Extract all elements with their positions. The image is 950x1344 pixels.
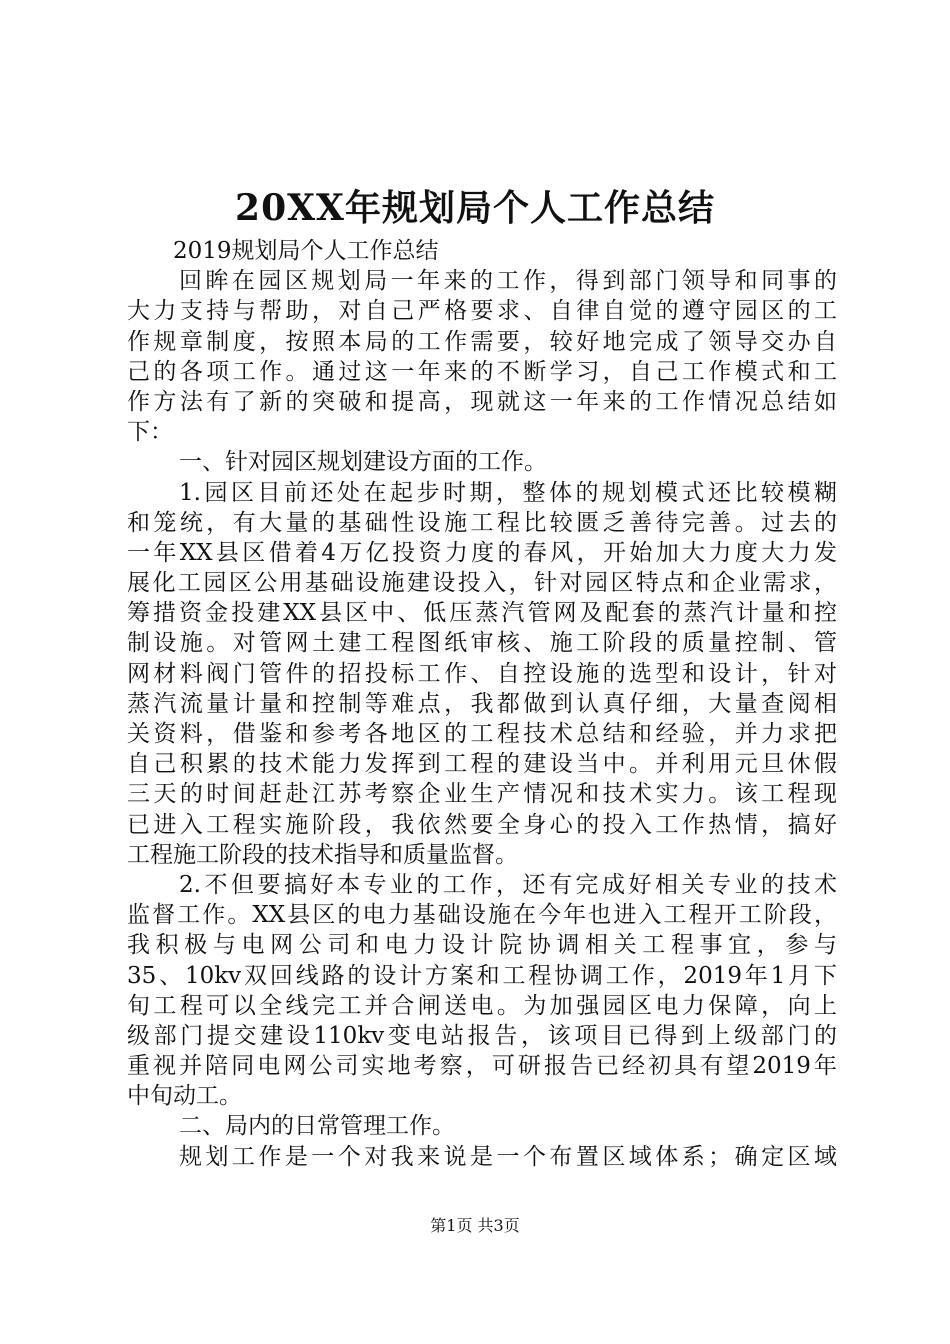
paragraph-line: 我积极与电网公司和电力设计院协调相关工程事宜，参与 (127, 932, 837, 959)
paragraph-line: 2.不但要搞好本专业的工作，还有完成好相关专业的技术 (179, 871, 837, 898)
paragraph-line: 大力支持与帮助，对自己严格要求、自律自觉的遵守园区的工 (127, 298, 837, 325)
section-heading: 二、局内的日常管理工作。 (179, 1113, 455, 1140)
paragraph-line: 中旬动工。 (127, 1083, 242, 1110)
paragraph-line: 制设施。对管网土建工程图纸审核、施工阶段的质量控制、管 (127, 630, 837, 657)
paragraph-line: 网材料阀门管件的招投标工作、自控设施的选型和设计，针对 (127, 660, 837, 687)
paragraph-line: 35、10kv双回线路的设计方案和工程协调工作，2019年1月下 (127, 962, 837, 989)
paragraph-line: 和笼统，有大量的基础性设施工程比较匮乏善待完善。过去的 (127, 509, 837, 536)
paragraph-line: 三天的时间赶赴江苏考察企业生产情况和技术实力。该工程现 (127, 781, 837, 808)
subtitle-line: 2019规划局个人工作总结 (173, 238, 439, 264)
document-body (127, 236, 837, 1172)
paragraph-line: 筹措资金投建XX县区中、低压蒸汽管网及配套的蒸汽计量和控 (127, 600, 837, 627)
paragraph-line: 工程施工阶段的技术指导和质量监督。 (127, 841, 518, 868)
paragraph-line: 自己积累的技术能力发挥到工程的建设当中。并利用元旦休假 (127, 751, 837, 778)
paragraph-line: 重视并陪同电网公司实地考察，可研报告已经初具有望2019年 (127, 1053, 837, 1080)
paragraph-line: 作方法有了新的突破和提高，现就这一年来的工作情况总结如 (127, 388, 837, 415)
paragraph-line: 作规章制度，按照本局的工作需要，较好地完成了领导交办自 (127, 328, 837, 355)
paragraph-line: 旬工程可以全线完工并合闸送电。为加强园区电力保障，向上 (127, 992, 837, 1019)
paragraph-line: 已进入工程实施阶段，我依然要全身心的投入工作热情，搞好 (127, 811, 837, 838)
paragraph-line: 己的各项工作。通过这一年来的不断学习，自己工作模式和工 (127, 358, 837, 385)
paragraph-line: 一年XX县区借着4万亿投资力度的春风，开始加大力度大力发 (127, 539, 837, 566)
paragraph-line: 监督工作。XX县区的电力基础设施在今年也进入工程开工阶段， (127, 902, 837, 929)
paragraph-line: 蒸汽流量计量和控制等难点，我都做到认真仔细，大量查阅相 (127, 690, 837, 717)
paragraph-line: 规划工作是一个对我来说是一个布置区域体系；确定区域 (179, 1143, 837, 1170)
section-heading: 一、针对园区规划建设方面的工作。 (179, 449, 547, 476)
paragraph-line: 级部门提交建设110kv变电站报告，该项目已得到上级部门的 (127, 1022, 837, 1049)
page-footer: 第1页 共3页 (430, 1216, 520, 1235)
paragraph-line: 1.园区目前还处在起步时期，整体的规划模式还比较模糊 (179, 479, 837, 506)
paragraph-line: 下： (127, 419, 173, 446)
document-title: 20XX年规划局个人工作总结 (235, 187, 715, 229)
paragraph-line: 回眸在园区规划局一年来的工作，得到部门领导和同事的 (179, 268, 837, 295)
paragraph-line: 关资料，借鉴和参考各地区的工程技术总结和经验，并力求把 (127, 721, 837, 747)
paragraph-line: 展化工园区公用基础设施建设投入，针对园区特点和企业需求， (127, 570, 837, 597)
